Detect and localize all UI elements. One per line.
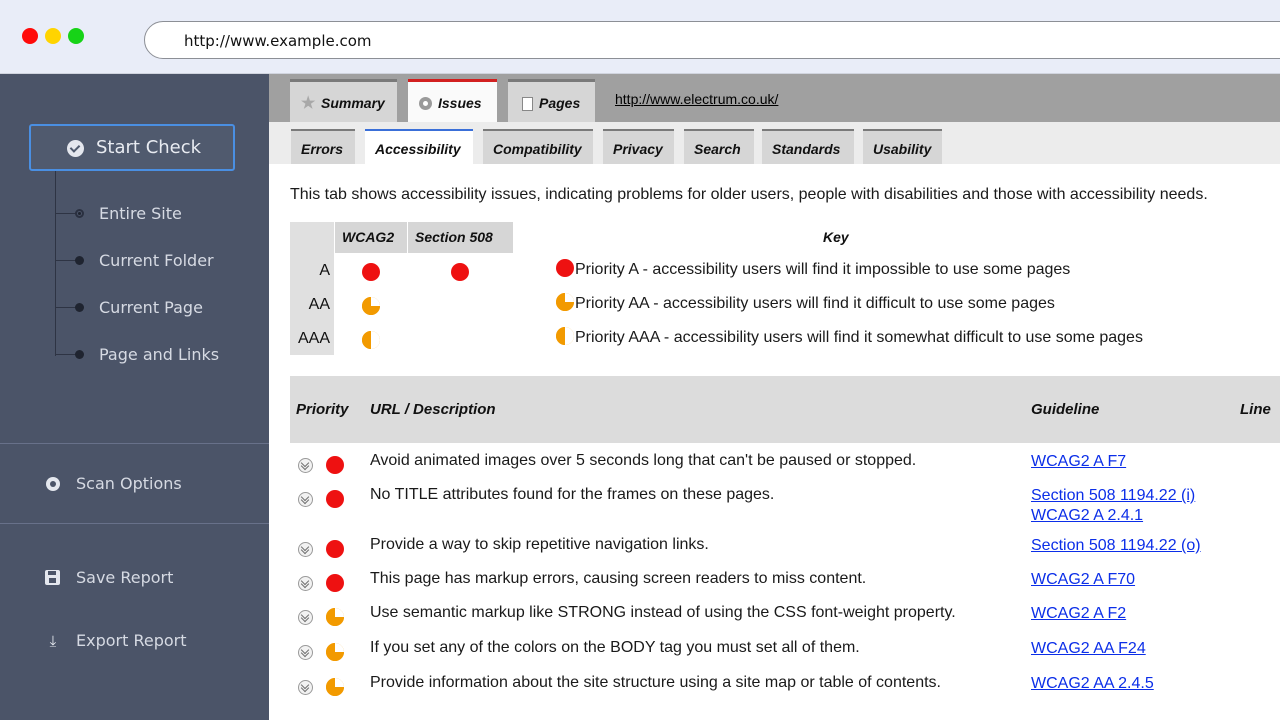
issues-icon: [419, 97, 432, 110]
export-report-label: Export Report: [76, 631, 187, 650]
guideline-link[interactable]: Section 508 1194.22 (i): [1031, 487, 1196, 504]
window-minimize-button[interactable]: [45, 28, 61, 44]
priority-a-icon: [326, 456, 344, 474]
address-bar[interactable]: [144, 21, 1280, 59]
tab-issues[interactable]: [408, 79, 497, 122]
tab-summary[interactable]: [290, 79, 397, 122]
guideline-link[interactable]: WCAG2 AA 2.4.5: [1031, 675, 1154, 692]
subtab-errors[interactable]: [291, 129, 355, 164]
key-text: Priority AA - accessibility users will find it difficult to use some pages: [575, 295, 1055, 312]
guideline-link[interactable]: WCAG2 A 2.4.1: [1031, 507, 1144, 524]
sidebar: [0, 74, 269, 720]
issue-description: If you set any of the colors on the BODY tag you must set all of them.: [370, 639, 860, 656]
main-content: [269, 74, 1280, 720]
issue-row[interactable]: [290, 639, 1280, 673]
expand-chevron-icon[interactable]: [298, 492, 313, 507]
issue-row[interactable]: [290, 604, 1280, 638]
site-url-link[interactable]: http://www.electrum.co.uk/: [615, 91, 779, 107]
priority-aaa-icon: [362, 331, 380, 349]
tree-branch: [55, 260, 77, 261]
radio-selected-icon: [75, 209, 84, 218]
key-priority-aaa: [556, 327, 1143, 347]
address-bar-url: http://www.example.com: [184, 32, 372, 50]
start-check-label: Start Check: [96, 137, 202, 158]
sub-tab-bar: [269, 122, 1280, 164]
tab-label: Issues: [438, 95, 482, 111]
issue-row[interactable]: [290, 570, 1280, 604]
guideline-link[interactable]: WCAG2 AA F24: [1031, 640, 1146, 657]
level-aaa: AAA: [297, 330, 330, 347]
scope-label: Page and Links: [99, 345, 220, 364]
scan-options-button[interactable]: [0, 469, 269, 499]
priority-a-icon: [556, 259, 574, 277]
gear-icon: [46, 477, 60, 491]
tab-description: This tab shows accessibility issues, indicating problems for older users, people with disabilities and those with accessibility needs.: [290, 186, 1208, 203]
main-tab-bar: [269, 74, 1280, 122]
priority-aaa-icon: [556, 327, 574, 345]
priority-aa-icon: [556, 293, 574, 311]
bullet-icon: [75, 256, 84, 265]
issue-description: This page has markup errors, causing screen readers to miss content.: [370, 570, 867, 587]
start-check-button[interactable]: [29, 124, 235, 171]
subtab-standards[interactable]: [762, 129, 854, 164]
guideline-link[interactable]: WCAG2 A F70: [1031, 571, 1136, 588]
scope-label: Entire Site: [99, 204, 182, 223]
subtab-label: Privacy: [613, 141, 663, 157]
subtab-label: Errors: [301, 141, 344, 157]
scan-options-label: Scan Options: [76, 474, 182, 493]
window-maximize-button[interactable]: [68, 28, 84, 44]
level-a: A: [319, 262, 330, 279]
export-report-button[interactable]: [0, 626, 269, 656]
col-url-description: URL / Description: [370, 401, 496, 418]
scope-label: Current Page: [99, 298, 203, 317]
expand-chevron-icon[interactable]: [298, 458, 313, 473]
expand-chevron-icon[interactable]: [298, 610, 313, 625]
issue-row[interactable]: [290, 486, 1280, 536]
col-line: Line: [1240, 401, 1271, 418]
priority-aa-icon: [326, 643, 344, 661]
sidebar-divider: [0, 443, 269, 444]
export-icon: ⤓: [49, 632, 57, 650]
subtab-search[interactable]: [684, 129, 754, 164]
issue-description: Provide information about the site structure using a site map or table of contents.: [370, 674, 941, 691]
col-priority: Priority: [296, 401, 349, 418]
col-wcag2-header: [335, 222, 407, 253]
key-priority-a: [556, 259, 1070, 279]
expand-chevron-icon[interactable]: [298, 680, 313, 695]
bullet-icon: [75, 303, 84, 312]
tree-branch: [55, 354, 77, 355]
priority-a-icon: [362, 263, 380, 281]
scope-current-folder[interactable]: [0, 248, 269, 272]
header-label: WCAG2: [342, 229, 395, 245]
guideline-link[interactable]: WCAG2 A F7: [1031, 453, 1127, 470]
priority-aa-icon: [362, 297, 380, 315]
subtab-accessibility[interactable]: [365, 129, 473, 164]
subtab-label: Usability: [873, 141, 932, 157]
priority-a-icon: [326, 540, 344, 558]
save-report-label: Save Report: [76, 568, 174, 587]
issue-description: Provide a way to skip repetitive navigation links.: [370, 536, 709, 553]
save-icon: [45, 570, 60, 585]
priority-aa-icon: [326, 608, 344, 626]
scope-label: Current Folder: [99, 251, 214, 270]
subtab-label: Search: [694, 141, 741, 157]
issue-row[interactable]: [290, 536, 1280, 570]
tab-label: Summary: [321, 95, 385, 111]
key-priority-aa: [556, 293, 1055, 313]
priority-a-icon: [451, 263, 469, 281]
guideline-link[interactable]: WCAG2 A F2: [1031, 605, 1127, 622]
expand-chevron-icon[interactable]: [298, 576, 313, 591]
level-aa: AA: [308, 296, 330, 313]
col-508-header: [408, 222, 513, 253]
window-close-button[interactable]: [22, 28, 38, 44]
expand-chevron-icon[interactable]: [298, 645, 313, 660]
browser-chrome: [0, 0, 1280, 74]
page-icon: [522, 97, 533, 111]
issue-row[interactable]: [290, 674, 1280, 708]
scope-entire-site[interactable]: [0, 201, 269, 225]
issue-description: Use semantic markup like STRONG instead of using the CSS font-weight property.: [370, 604, 956, 621]
check-circle-icon: [67, 140, 84, 157]
issue-description: Avoid animated images over 5 seconds long that can't be paused or stopped.: [370, 452, 917, 469]
subtab-usability[interactable]: [863, 129, 942, 164]
issue-row[interactable]: [290, 452, 1280, 486]
save-report-button[interactable]: [0, 563, 269, 593]
sidebar-divider: [0, 523, 269, 524]
key-title: Key: [823, 229, 849, 245]
tab-label: Pages: [539, 95, 581, 111]
guideline-link[interactable]: Section 508 1194.22 (o): [1031, 537, 1201, 554]
subtab-compatibility[interactable]: [483, 129, 593, 164]
bullet-icon: [75, 350, 84, 359]
expand-chevron-icon[interactable]: [298, 542, 313, 557]
issue-description: No TITLE attributes found for the frames on these pages.: [370, 486, 775, 503]
issues-table-header: [290, 376, 1280, 443]
priority-a-icon: [326, 490, 344, 508]
priority-aa-icon: [326, 678, 344, 696]
priority-a-icon: [326, 574, 344, 592]
star-icon: ★: [301, 95, 316, 112]
key-text: Priority AAA - accessibility users will find it somewhat difficult to use some pages: [575, 329, 1143, 346]
col-guideline: Guideline: [1031, 401, 1100, 418]
tree-branch: [55, 307, 77, 308]
tree-branch: [55, 213, 77, 214]
subtab-label: Compatibility: [493, 141, 582, 157]
subtab-privacy[interactable]: [603, 129, 674, 164]
key-text: Priority A - accessibility users will find it impossible to use some pages: [575, 261, 1071, 278]
header-label: Section 508: [415, 229, 493, 245]
tab-pages[interactable]: [508, 79, 595, 122]
subtab-label: Accessibility: [375, 141, 461, 157]
scope-page-and-links[interactable]: [0, 342, 269, 366]
subtab-label: Standards: [772, 141, 841, 157]
scope-current-page[interactable]: [0, 295, 269, 319]
